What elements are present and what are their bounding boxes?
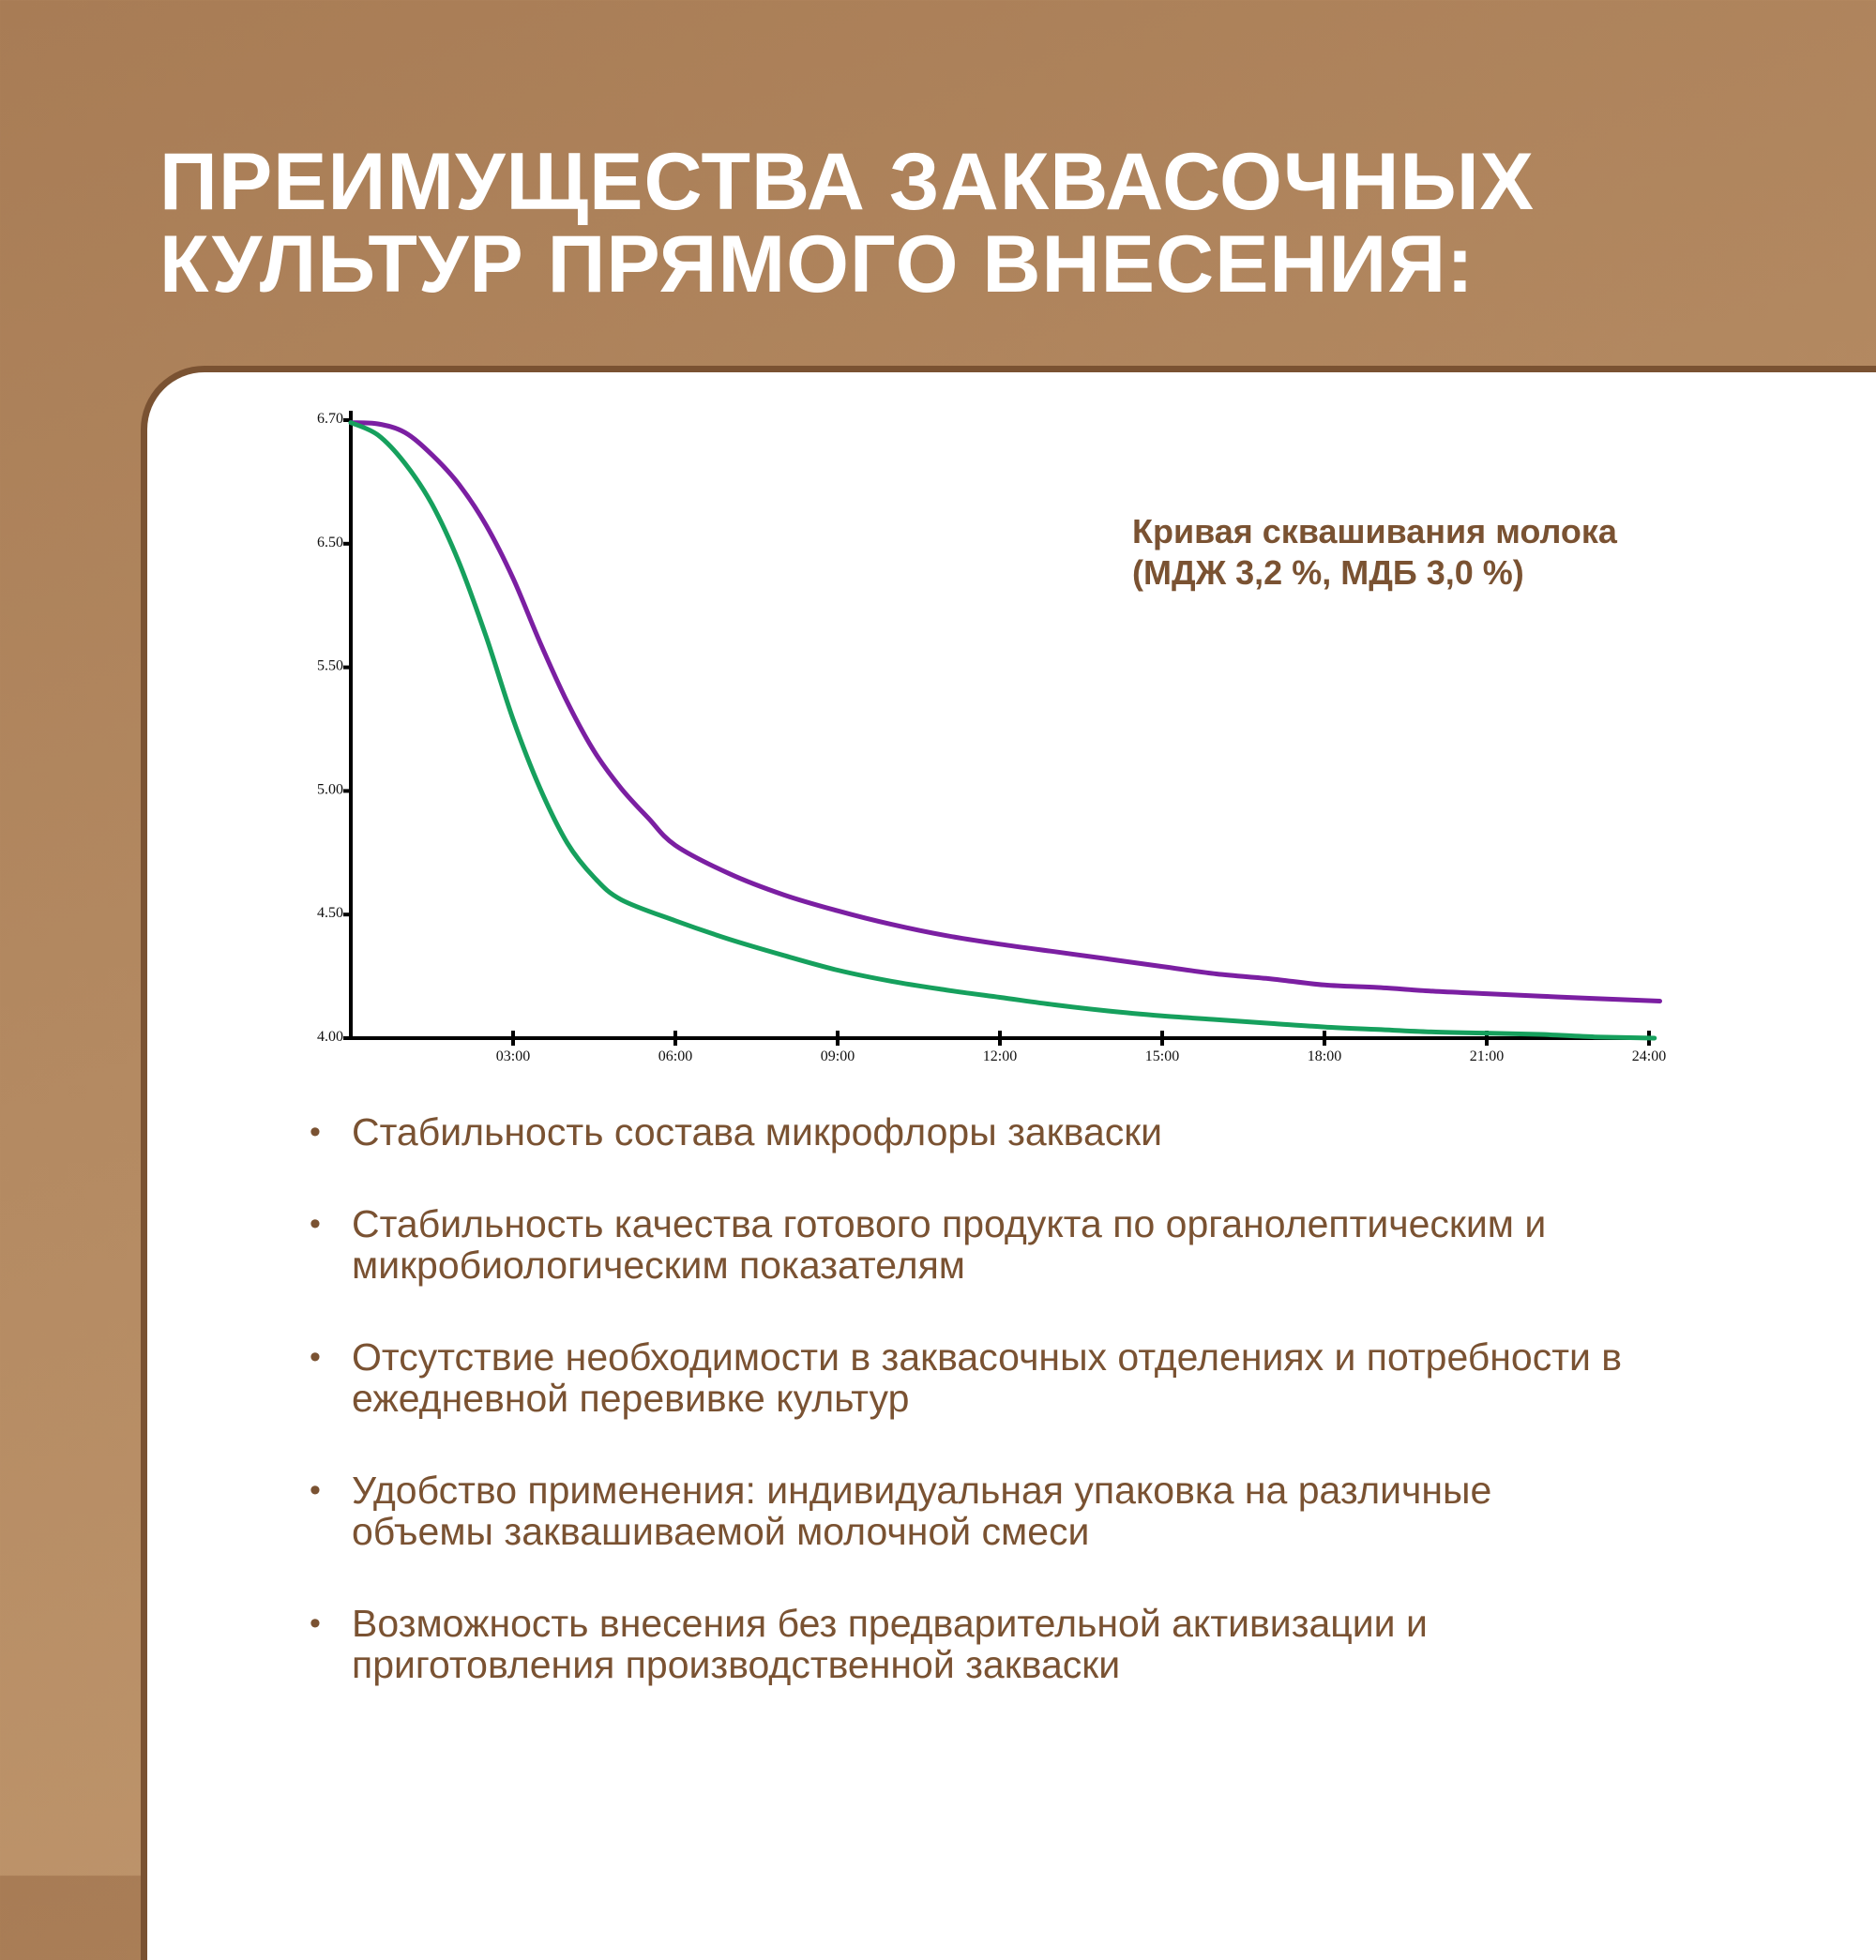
x-tick-label: 24:00	[1631, 1048, 1667, 1064]
benefit-text: Отсутствие необходимости в заквасочных отделениях и потребности в	[352, 1335, 1623, 1379]
benefit-text: микробиологическим показателям	[352, 1244, 965, 1287]
page-title-line: ПРЕИМУЩЕСТВА ЗАКВАСОЧНЫХ	[159, 137, 1536, 227]
bullet-icon: •	[310, 1472, 321, 1508]
benefit-item	[310, 1203, 1792, 1286]
y-tick-label: 5.00	[317, 781, 343, 798]
bullet-icon: •	[310, 1206, 321, 1242]
benefit-text: Удобство применения: индивидуальная упаковка на различные	[352, 1469, 1492, 1512]
y-tick-label: 6.50	[317, 534, 343, 550]
bullet-icon: •	[310, 1606, 321, 1641]
benefit-item	[310, 1336, 1792, 1419]
x-tick-label: 03:00	[495, 1048, 531, 1064]
series-line-1	[351, 423, 1660, 1002]
bullet-icon: •	[310, 1339, 321, 1375]
benefit-item	[310, 1603, 1792, 1685]
page-title-line: КУЛЬТУР ПРЯМОГО ВНЕСЕНИЯ:	[159, 219, 1475, 309]
benefit-text: приготовления производственной закваски	[352, 1643, 1121, 1686]
benefit-text: Возможность внесения без предварительной активизации и	[352, 1602, 1428, 1645]
chart-title-line: Кривая сквашивания молока	[1132, 512, 1617, 550]
x-tick-label: 18:00	[1307, 1048, 1342, 1064]
benefit-item	[310, 1470, 1792, 1552]
x-tick-label: 06:00	[658, 1048, 693, 1064]
y-tick-label: 4.00	[317, 1029, 343, 1045]
benefit-text: Стабильность состава микрофлоры закваски	[352, 1110, 1163, 1153]
x-tick-label: 12:00	[982, 1048, 1018, 1064]
chart-title	[1132, 511, 1789, 594]
y-tick-label: 5.50	[317, 657, 343, 674]
benefit-item	[310, 1111, 1792, 1153]
x-tick-label: 09:00	[820, 1048, 855, 1064]
x-tick-label: 21:00	[1469, 1048, 1505, 1064]
benefits-list	[310, 1111, 1792, 1736]
benefit-text: ежедневной перевивке культур	[352, 1377, 910, 1420]
bullet-icon: •	[310, 1114, 321, 1150]
benefit-text: объемы заквашиваемой молочной смеси	[352, 1510, 1090, 1553]
chart-title-line: (МДЖ 3,2 %, МДБ 3,0 %)	[1132, 553, 1524, 592]
y-tick-label: 4.50	[317, 905, 343, 922]
benefit-text: Стабильность качества готового продукта по органолептическим и	[352, 1202, 1547, 1245]
x-tick-label: 15:00	[1144, 1048, 1180, 1064]
y-tick-label: 6.70	[317, 411, 343, 427]
